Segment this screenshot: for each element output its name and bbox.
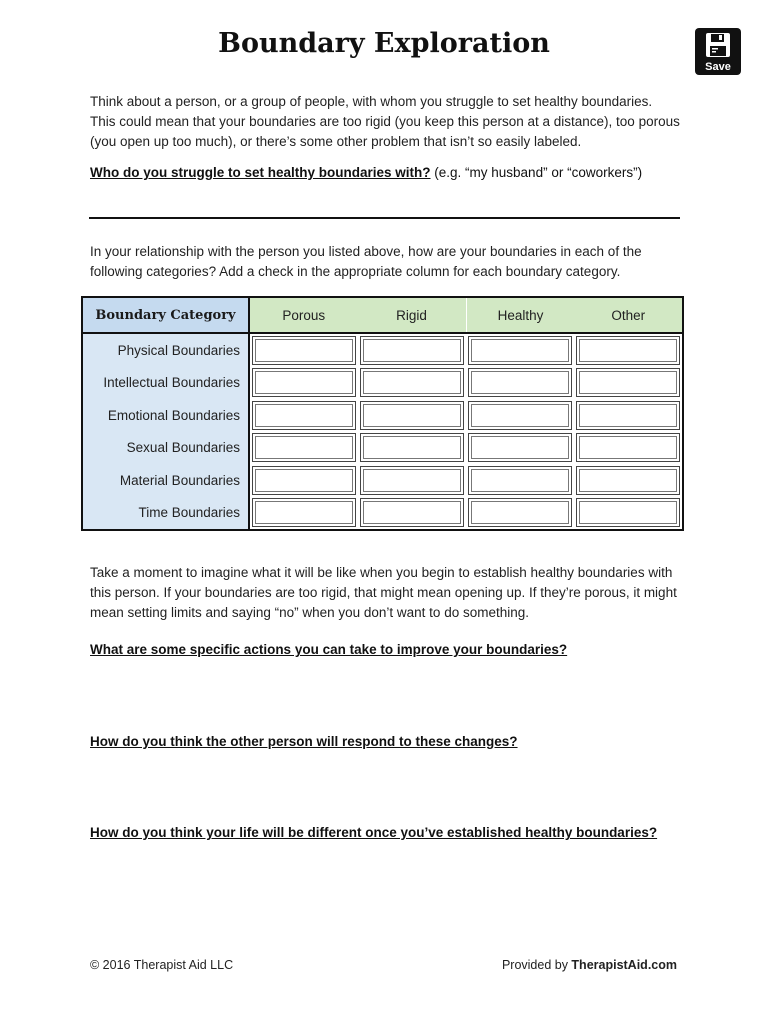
check-box-rigid[interactable]: [360, 368, 464, 397]
category-header: Boundary Category: [82, 297, 249, 333]
question-4: [90, 823, 657, 843]
check-box-porous[interactable]: [252, 498, 356, 527]
question-1-label: Who do you struggle to set healthy boundaries with?: [90, 165, 431, 180]
footer-provided-by: [502, 958, 677, 972]
table-cell: [575, 497, 684, 531]
column-header-other: Other: [575, 297, 684, 333]
table-cell: [249, 432, 358, 465]
table-cell: [575, 464, 684, 497]
table-cell: [358, 432, 467, 465]
table-cell: [249, 497, 358, 531]
answer-line-1[interactable]: [89, 217, 680, 219]
column-header-rigid: Rigid: [358, 297, 467, 333]
table-row: [82, 464, 683, 497]
question-1: [90, 163, 642, 183]
check-box-other[interactable]: [576, 336, 680, 365]
table-cell: [249, 464, 358, 497]
check-box-other[interactable]: [576, 401, 680, 430]
row-label: Intellectual Boundaries: [82, 367, 249, 400]
footer-copyright: © 2016 Therapist Aid LLC: [90, 958, 234, 972]
table-row: [82, 367, 683, 400]
table-cell: [358, 399, 467, 432]
row-label: Material Boundaries: [82, 464, 249, 497]
check-box-other[interactable]: [576, 433, 680, 462]
table-cell: [358, 464, 467, 497]
intro-text: Think about a person, or a group of people, with whom you struggle to set healthy boundaries. This could mean that your boundaries are too rigid (you keep this person at a distance), too porous (you open up too much), or there’s some other problem that isn’t so easily labeled.: [90, 94, 680, 149]
table-cell: [466, 497, 575, 531]
table-cell: [466, 333, 575, 367]
check-box-porous[interactable]: [252, 336, 356, 365]
table-cell: [249, 399, 358, 432]
question-3-label: How do you think the other person will respond to these changes?: [90, 734, 518, 749]
table-row: [82, 333, 683, 367]
table-row: [82, 399, 683, 432]
table-cell: [575, 399, 684, 432]
check-box-other[interactable]: [576, 466, 680, 495]
row-label: Emotional Boundaries: [82, 399, 249, 432]
check-box-healthy[interactable]: [468, 498, 572, 527]
table-row: [82, 497, 683, 531]
question-2-label: What are some specific actions you can take to improve your boundaries?: [90, 642, 568, 657]
footer-provided-text: Provided by: [501, 958, 572, 972]
check-box-rigid[interactable]: [360, 433, 464, 462]
check-box-rigid[interactable]: [360, 466, 464, 495]
check-box-healthy[interactable]: [468, 466, 572, 495]
column-header-porous: Porous: [249, 297, 358, 333]
table-row: [82, 432, 683, 465]
table-cell: [466, 432, 575, 465]
check-box-other[interactable]: [576, 368, 680, 397]
check-box-porous[interactable]: [252, 401, 356, 430]
check-box-healthy[interactable]: [468, 401, 572, 430]
check-box-porous[interactable]: [252, 368, 356, 397]
column-header-healthy: Healthy: [466, 297, 575, 333]
table-cell: [358, 367, 467, 400]
table-cell: [249, 333, 358, 367]
save-button-label: Save: [705, 61, 731, 73]
row-label: Physical Boundaries: [82, 333, 249, 367]
row-label: Time Boundaries: [82, 497, 249, 531]
table-cell: [466, 367, 575, 400]
table-cell: [358, 333, 467, 367]
check-box-porous[interactable]: [252, 466, 356, 495]
instructions-text: In your relationship with the person you listed above, how are your boundaries in each of the following categories? Add a check in the appropriate column for each boundary category.: [90, 244, 642, 279]
question-1-hint: (e.g. “my husband” or “coworkers”): [430, 165, 643, 180]
check-box-healthy[interactable]: [468, 368, 572, 397]
table-cell: [249, 367, 358, 400]
check-box-other[interactable]: [576, 498, 680, 527]
question-3: [90, 732, 518, 752]
footer-brand-link[interactable]: TherapistAid.com: [571, 958, 677, 972]
table-cell: [466, 464, 575, 497]
boundary-table: [81, 296, 684, 531]
reflection-text: Take a moment to imagine what it will be like when you begin to establish healthy boundaries with this person. If your boundaries are too rigid, that might mean opening up. If they’re porous, it might mean setting limits and saying “no” when you don’t want to do something.: [90, 565, 677, 620]
table-cell: [575, 333, 684, 367]
page-title: Boundary Exploration: [218, 28, 550, 59]
table-cell: [575, 432, 684, 465]
check-box-healthy[interactable]: [468, 433, 572, 462]
question-4-label: How do you think your life will be different once you’ve established healthy boundaries?: [90, 825, 658, 840]
check-box-rigid[interactable]: [360, 498, 464, 527]
check-box-healthy[interactable]: [468, 336, 572, 365]
question-2: [90, 640, 567, 660]
table-cell: [575, 367, 684, 400]
save-button[interactable]: [695, 28, 741, 75]
check-box-porous[interactable]: [252, 433, 356, 462]
table-cell: [358, 497, 467, 531]
check-box-rigid[interactable]: [360, 401, 464, 430]
floppy-disk-icon: [705, 32, 731, 58]
row-label: Sexual Boundaries: [82, 432, 249, 465]
check-box-rigid[interactable]: [360, 336, 464, 365]
table-cell: [466, 399, 575, 432]
